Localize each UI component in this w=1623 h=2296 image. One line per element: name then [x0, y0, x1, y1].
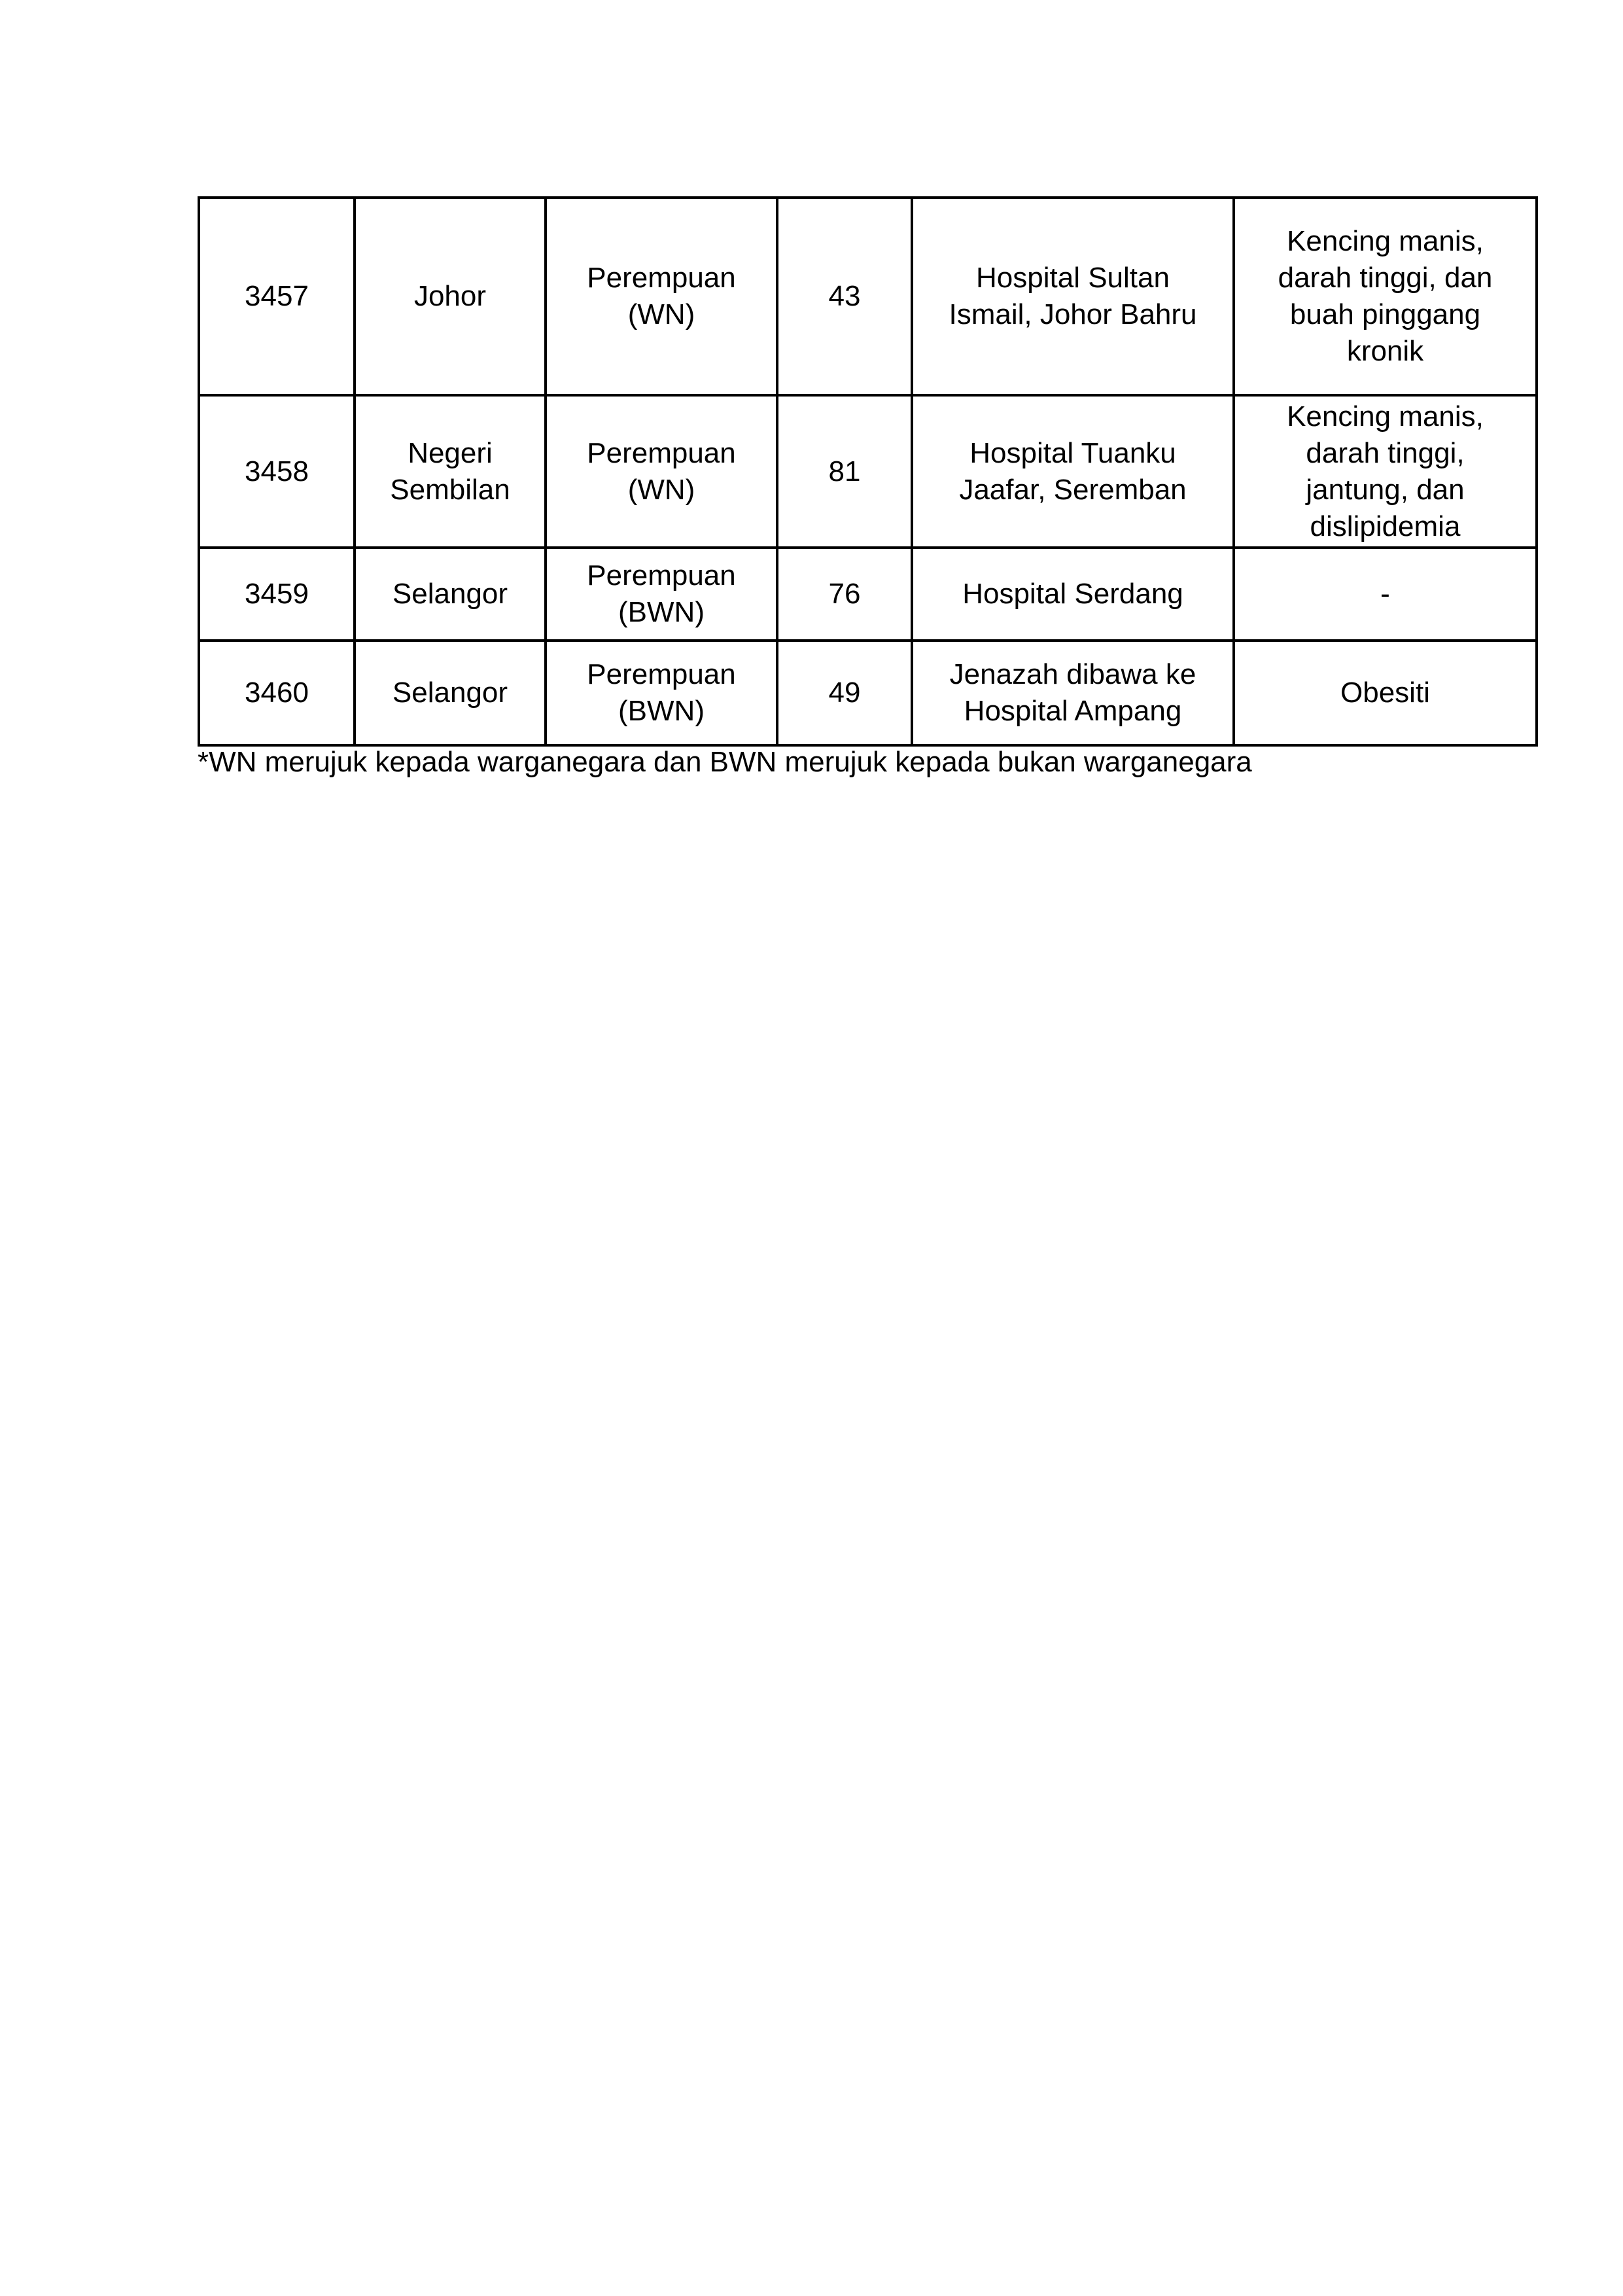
table-row — [199, 198, 1537, 395]
age-cell: 81 — [777, 395, 912, 548]
hospital-cell: Hospital Serdang — [912, 548, 1234, 641]
age-cell: 43 — [777, 198, 912, 395]
case-number-cell: 3458 — [199, 395, 355, 548]
age-cell: 49 — [777, 641, 912, 745]
hospital-cell: Hospital Sultan Ismail, Johor Bahru — [912, 198, 1234, 395]
gender-cell: Perempuan (BWN) — [546, 641, 777, 745]
age-cell: 76 — [777, 548, 912, 641]
gender-cell: Perempuan (BWN) — [546, 548, 777, 641]
comorbidities-cell: - — [1234, 548, 1537, 641]
state-cell: Selangor — [355, 641, 546, 745]
case-number-cell: 3457 — [199, 198, 355, 395]
comorbidities-cell: Obesiti — [1234, 641, 1537, 745]
comorbidities-cell: Kencing manis, darah tinggi, jantung, dan dislipidemia — [1234, 395, 1537, 548]
state-cell: Johor — [355, 198, 546, 395]
case-number-cell: 3460 — [199, 641, 355, 745]
hospital-cell: Hospital Tuanku Jaafar, Seremban — [912, 395, 1234, 548]
death-cases-table — [198, 196, 1538, 747]
gender-cell: Perempuan (WN) — [546, 395, 777, 548]
table-row — [199, 548, 1537, 641]
table-row — [199, 395, 1537, 548]
hospital-cell: Jenazah dibawa ke Hospital Ampang — [912, 641, 1234, 745]
state-cell: Negeri Sembilan — [355, 395, 546, 548]
state-cell: Selangor — [355, 548, 546, 641]
comorbidities-cell: Kencing manis, darah tinggi, dan buah pinggang kronik — [1234, 198, 1537, 395]
gender-cell: Perempuan (WN) — [546, 198, 777, 395]
table-row — [199, 641, 1537, 745]
case-number-cell: 3459 — [199, 548, 355, 641]
footnote: *WN merujuk kepada warganegara dan BWN merujuk kepada bukan warganegara — [198, 746, 1252, 778]
